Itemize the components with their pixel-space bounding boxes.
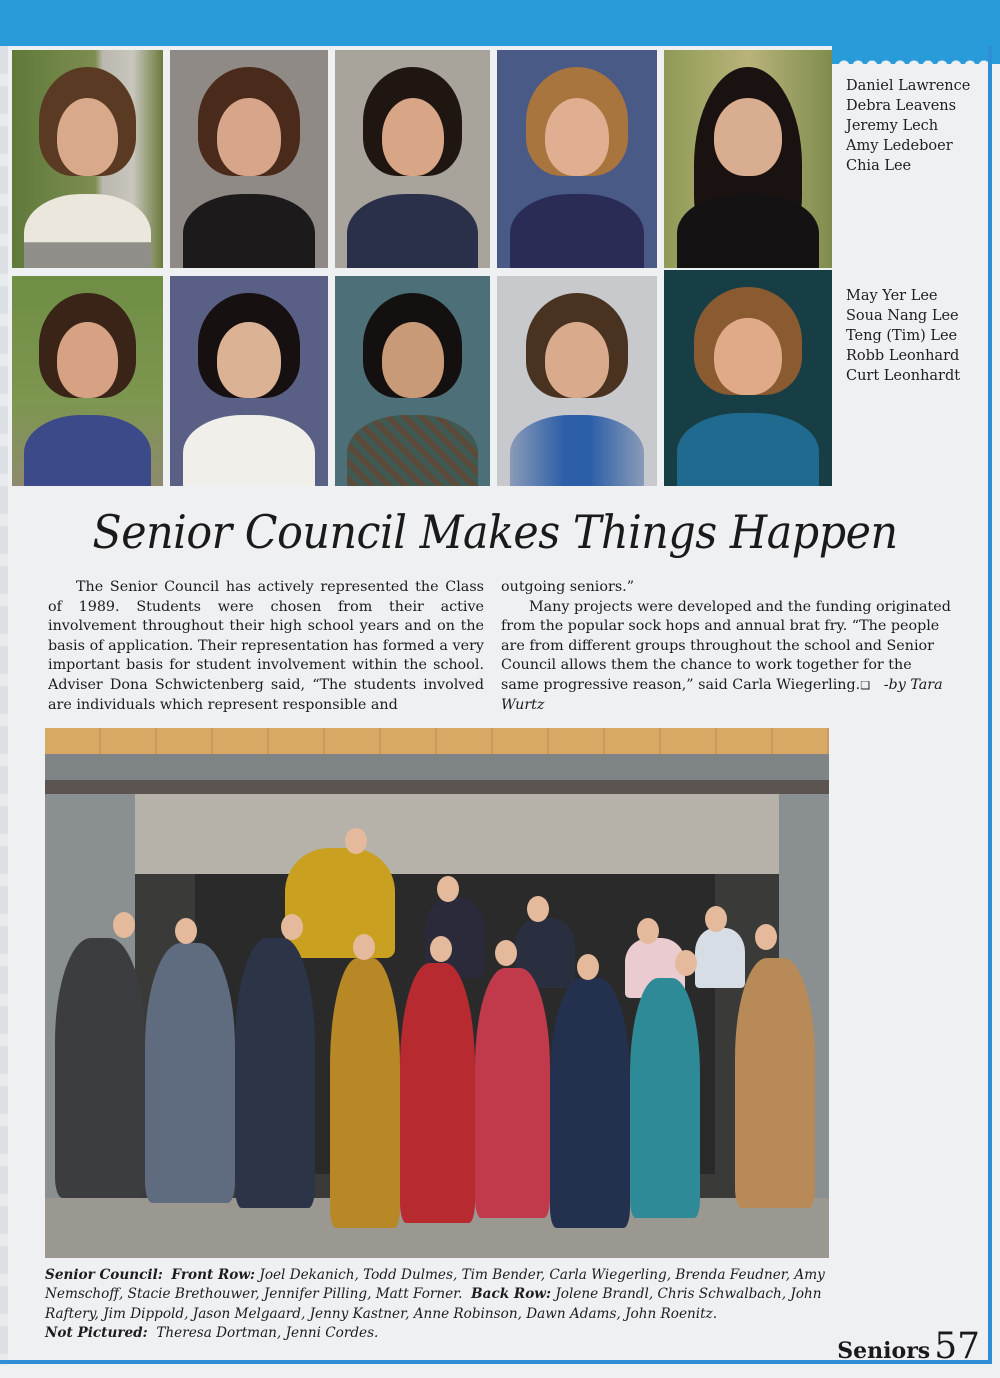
portrait-names-row2 xyxy=(846,286,960,386)
student-name: Daniel Lawrence xyxy=(846,78,971,94)
photo-face xyxy=(527,896,549,922)
portrait-photo xyxy=(170,50,328,268)
photo-person xyxy=(235,938,315,1208)
portrait-names-row1 xyxy=(846,76,970,176)
group-photo xyxy=(45,728,829,1258)
photo-face xyxy=(577,954,599,980)
group-photo-caption xyxy=(45,1266,845,1344)
photo-brick-wall xyxy=(45,728,829,754)
caption-front-row-label: Front Row: xyxy=(171,1267,256,1283)
caption-label: Senior Council: xyxy=(45,1267,163,1283)
top-color-band xyxy=(0,0,1000,46)
article-column-right xyxy=(501,578,953,715)
photo-person xyxy=(55,938,145,1198)
photo-face xyxy=(175,918,197,944)
photo-canopy xyxy=(135,794,779,874)
caption-front-row-names: Joel Dekanich, Todd Dulmes, Tim Bender, Carla Wiegerling, Brenda Feudner, Amy Nemschoff, Stacie Brethouwer, Jennifer Pilling, Matt Forner. xyxy=(45,1267,825,1303)
portrait-photo xyxy=(12,276,163,486)
student-name: Curt Leonhardt xyxy=(846,368,961,384)
photo-person xyxy=(735,958,815,1208)
binding-spine xyxy=(0,46,8,1366)
photo-face xyxy=(437,876,459,902)
photo-face xyxy=(495,940,517,966)
portrait-photo xyxy=(335,50,490,268)
article-paragraph: The Senior Council has actively represented the Class of 1989. Students were chosen from their active involvement throughout their high school years and on the basis of application. Their representation has formed a very important basis for student involvement within the school. Adviser Dona Schwictenberg said, “The students involved are individuals which represent responsible and xyxy=(48,579,484,713)
student-name: Amy Ledeboer xyxy=(846,138,953,154)
student-name: Soua Nang Lee xyxy=(846,308,959,324)
caption-back-row-names: Jolene Brandl, Chris Schwalbach, John Raftery, Jim Dippold, Jason Melgaard, Jenny Kastner, Anne Robinson, Dawn Adams, John Roenitz. xyxy=(45,1286,822,1322)
portrait-photo xyxy=(12,50,163,268)
student-name: Debra Leavens xyxy=(846,98,957,114)
photo-face xyxy=(637,918,659,944)
photo-person xyxy=(630,978,700,1218)
photo-person xyxy=(475,968,550,1218)
photo-face xyxy=(281,914,303,940)
portrait-photo xyxy=(664,50,832,268)
photo-face xyxy=(675,950,697,976)
caption-not-pictured-label: Not Pictured: xyxy=(45,1325,148,1342)
article-headline: Senior Council Makes Things Happen xyxy=(92,505,898,559)
portrait-photo xyxy=(664,270,832,486)
page-folio xyxy=(837,1326,980,1367)
portrait-photo xyxy=(497,50,657,268)
portrait-photo xyxy=(497,276,657,486)
torn-paper-edge xyxy=(838,58,988,66)
photo-person xyxy=(695,928,745,988)
photo-lintel xyxy=(45,780,829,794)
student-name: Teng (Tim) Lee xyxy=(846,328,958,344)
photo-face xyxy=(705,906,727,932)
article-byline: -by Tara Wurtz xyxy=(501,676,943,713)
student-name: Robb Leonhard xyxy=(846,348,960,364)
caption-not-pictured-names: Theresa Dortman, Jenni Cordes. xyxy=(156,1325,379,1342)
portrait-photo xyxy=(170,276,328,486)
end-mark-icon: ❑ xyxy=(860,678,871,692)
caption-back-row-label: Back Row: xyxy=(471,1286,551,1303)
photo-person xyxy=(285,848,395,958)
photo-face xyxy=(353,934,375,960)
page-number: 57 xyxy=(934,1326,980,1367)
student-name: May Yer Lee xyxy=(846,288,938,304)
portrait-photo xyxy=(335,276,490,486)
photo-face xyxy=(755,924,777,950)
photo-face xyxy=(430,936,452,962)
section-label: Seniors xyxy=(837,1338,931,1364)
article-paragraph-text: Many projects were developed and the funding originated from the popular sock hops and annual brat fry. “The people are from different groups throughout the school and Senior Council allows them the chance to work together for the same progressive reason,” said Carla Wiegerling. xyxy=(501,598,951,693)
photo-stone-band xyxy=(45,754,829,780)
photo-person xyxy=(550,978,630,1228)
photo-person xyxy=(400,963,475,1223)
article-paragraph: outgoing seniors.” xyxy=(501,579,635,595)
page-border-right xyxy=(988,46,992,1364)
article-column-left xyxy=(48,578,484,715)
article-paragraph xyxy=(501,598,953,716)
photo-person xyxy=(330,958,400,1228)
student-name: Jeremy Lech xyxy=(846,118,939,134)
student-name: Chia Lee xyxy=(846,158,912,174)
photo-face xyxy=(113,912,135,938)
photo-person xyxy=(145,943,235,1203)
photo-face xyxy=(345,828,367,854)
